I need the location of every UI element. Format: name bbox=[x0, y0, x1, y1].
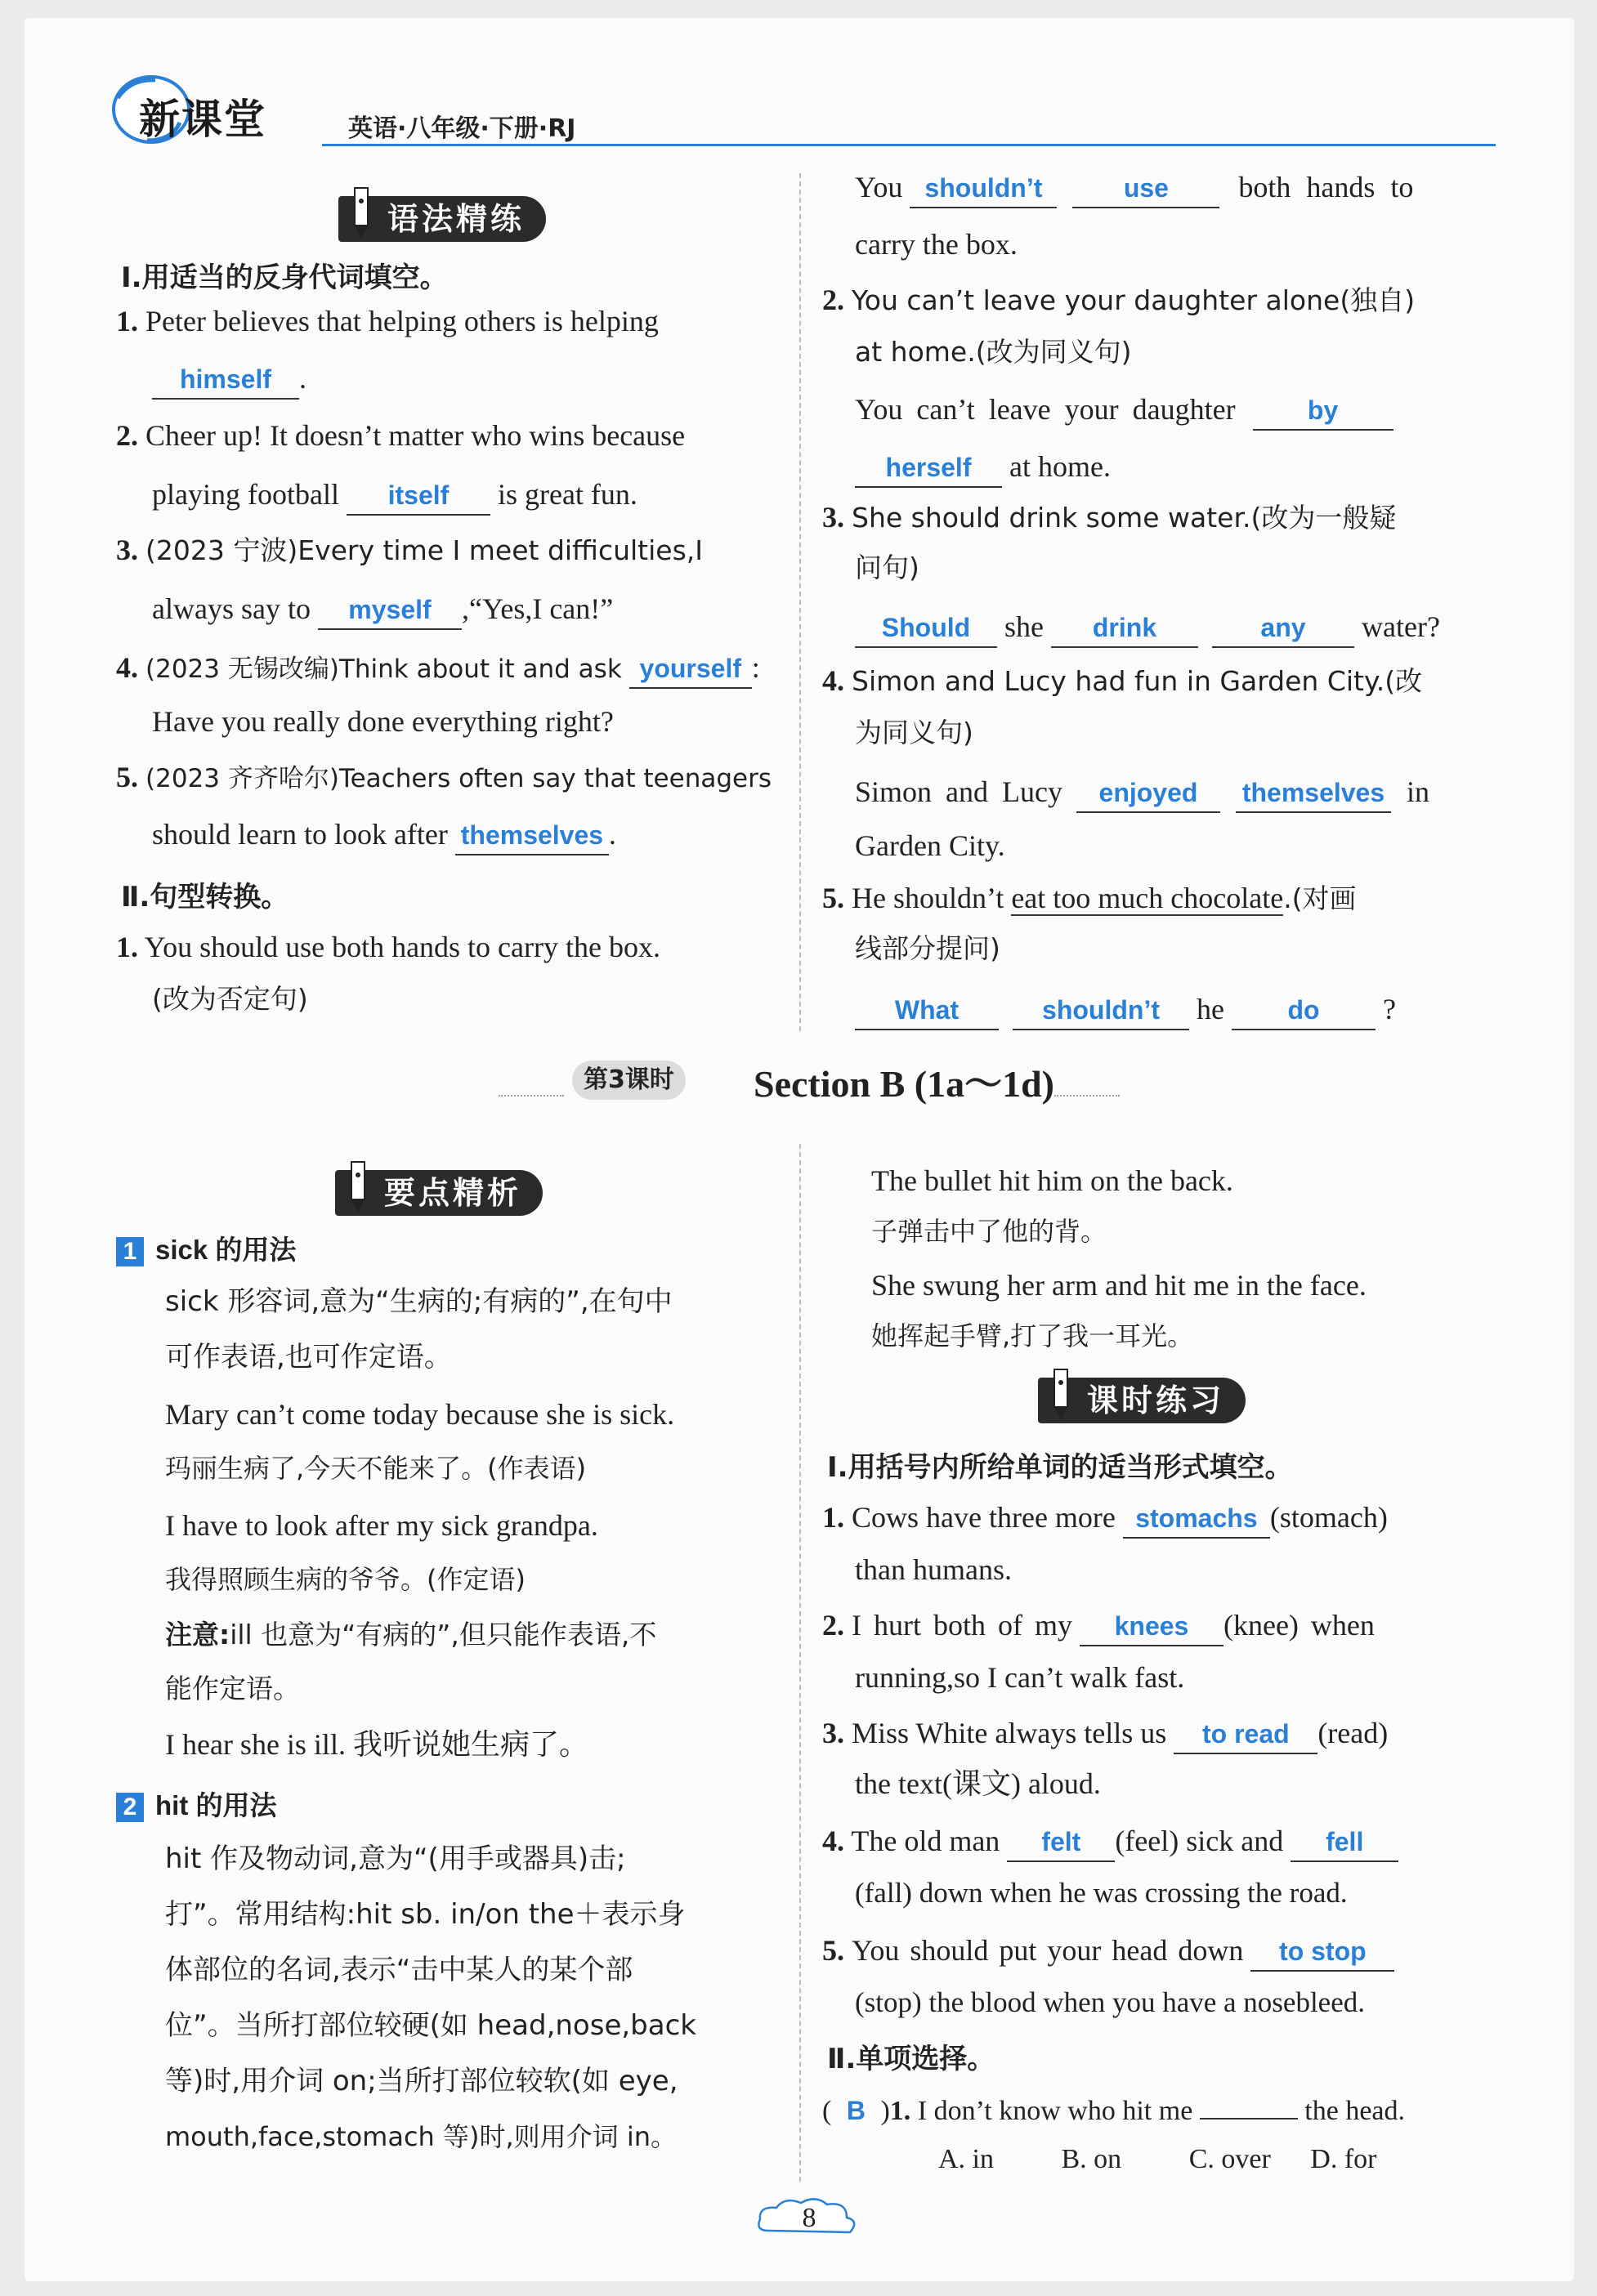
part1-title: Ⅰ.用适当的反身代词填空。 bbox=[121, 261, 448, 294]
point-1-example: I hear she is ill. 我听说她生病了。 bbox=[165, 1728, 588, 1761]
page-number: 8 bbox=[802, 2203, 816, 2233]
mc-question-1: ( B )1. I don’t know who hit me the head. bbox=[822, 2088, 1405, 2130]
practice-question-1: 1. Cows have three more stomachs (stomach) bbox=[822, 1499, 1388, 1539]
transform-question-4: 4. Simon and Lucy had fun in Garden City.(改 bbox=[822, 664, 1423, 697]
answer-blank[interactable]: enjoyed bbox=[1098, 778, 1198, 807]
point-2-text: 打”。常用结构:hit sb. in/on the＋表示身 bbox=[165, 1898, 686, 1931]
mc-option[interactable]: C. over bbox=[1188, 2144, 1271, 2174]
answer-blank[interactable]: myself bbox=[348, 595, 432, 624]
question-5: 5. (2023 齐齐哈尔)Teachers often say that teenagers bbox=[116, 761, 772, 793]
transform-question-2-line2: at home.(改为同义句) bbox=[855, 336, 1132, 368]
point-1-example-cn: 我得照顾生病的爷爷。(作定语) bbox=[165, 1564, 526, 1595]
answer-blank[interactable]: themselves bbox=[1241, 778, 1385, 807]
mc-answer[interactable]: B bbox=[846, 2096, 866, 2125]
logo-text: 新课堂 bbox=[139, 96, 266, 143]
practice-question-5-line2: (stop) the blood when you have a nosebleed. bbox=[855, 1986, 1366, 2018]
hit-example-cn: 她挥起手臂,打了我一耳光。 bbox=[871, 1320, 1194, 1351]
answer-blank[interactable]: stomachs bbox=[1135, 1503, 1258, 1533]
practice-question-3: 3. Miss White always tells us to read (read) bbox=[822, 1714, 1388, 1754]
answer-blank[interactable]: knees bbox=[1114, 1611, 1189, 1641]
practice-question-3-line2: the text(课文) aloud. bbox=[855, 1767, 1101, 1800]
banner-label: 要点精析 bbox=[384, 1175, 522, 1211]
point-1-example: Mary can’t come today because she is sick. bbox=[165, 1398, 675, 1431]
practice-part1-title: Ⅰ.用括号内所给单词的适当形式填空。 bbox=[827, 1451, 1293, 1484]
grammar-practice-banner bbox=[338, 196, 546, 242]
question-4: 4. (2023 无锡改编)Think about it and ask yourself : bbox=[116, 649, 760, 689]
point-number-badge: 1 bbox=[116, 1237, 144, 1266]
mc-blank bbox=[1200, 2088, 1298, 2120]
key-points-banner bbox=[335, 1170, 543, 1216]
transform-question-5-line2: 线部分提问) bbox=[855, 932, 1000, 964]
answer-blank[interactable]: do bbox=[1287, 995, 1320, 1025]
point-2-heading: 2 hit 的用法 bbox=[116, 1786, 276, 1825]
point-2-text: 等)时,用介词 on;当所打部位较软(如 eye, bbox=[165, 2065, 678, 2097]
section-title: Section B (1a～1d) bbox=[754, 1063, 1054, 1105]
transform-question-4-line2: 为同义句) bbox=[855, 717, 973, 748]
point-2-text: hit 作及物动词,意为“(用手或器具)击; bbox=[165, 1843, 626, 1875]
answer-blank[interactable]: any bbox=[1260, 613, 1306, 642]
answer-blank[interactable]: yourself bbox=[639, 654, 742, 683]
question-5-line2: should learn to look after themselves . bbox=[152, 815, 616, 855]
answer-blank[interactable]: to read bbox=[1201, 1719, 1290, 1749]
answer-blank[interactable]: use bbox=[1123, 173, 1169, 203]
pencil-mascot-icon bbox=[340, 1159, 376, 1216]
column-divider-lower bbox=[799, 1144, 801, 2182]
point-1-text: sick 形容词,意为“生病的;有病的”,在句中 bbox=[165, 1285, 673, 1318]
transform-question-1-note: (改为否定句) bbox=[152, 983, 308, 1015]
underlined-phrase: eat too much chocolate bbox=[1011, 882, 1284, 914]
banner-label: 语法精练 bbox=[387, 201, 526, 237]
question-2: 2. Cheer up! It doesn’t matter who wins because bbox=[116, 419, 686, 452]
transform-question-2: 2. You can’t leave your daughter alone(独自) bbox=[822, 284, 1416, 316]
hit-example: She swung her arm and hit me in the face. bbox=[871, 1269, 1367, 1302]
header-subtitle: 英语·八年级·下册·RJ bbox=[348, 114, 576, 143]
section-rule-left bbox=[499, 1095, 564, 1097]
point-2-text: 体部位的名词,表示“击中某人的某个部 bbox=[165, 1954, 633, 1986]
point-1-note: 能作定语。 bbox=[165, 1673, 300, 1704]
banner-label: 课时练习 bbox=[1087, 1383, 1225, 1418]
answer-blank[interactable]: Should bbox=[881, 613, 971, 642]
lesson-practice-banner bbox=[1038, 1378, 1246, 1423]
column-divider bbox=[799, 173, 801, 1031]
lesson-badge: 第3课时 bbox=[572, 1061, 686, 1100]
point-1-text: 可作表语,也可作定语。 bbox=[165, 1341, 452, 1374]
answer-blank[interactable]: drink bbox=[1092, 613, 1157, 642]
answer-blank[interactable]: herself bbox=[885, 453, 972, 482]
answer-blank[interactable]: shouldn’t bbox=[1042, 995, 1160, 1025]
practice-question-5: 5. You should put your head down to stop bbox=[822, 1932, 1394, 1972]
question-1-answer-line: himself . bbox=[152, 360, 306, 400]
header-rule bbox=[322, 144, 1496, 146]
pencil-mascot-icon bbox=[1043, 1366, 1079, 1423]
practice-question-1-line2: than humans. bbox=[855, 1553, 1012, 1586]
answer-blank[interactable]: by bbox=[1307, 395, 1339, 425]
transform-question-1: 1. You should use both hands to carry the box. bbox=[116, 931, 660, 963]
transform-question-3-line2: 问句) bbox=[855, 552, 919, 583]
mc-option[interactable]: A. in bbox=[938, 2144, 994, 2174]
transform-answer-4-line2: Garden City. bbox=[855, 829, 1005, 862]
hit-example: The bullet hit him on the back. bbox=[871, 1164, 1233, 1197]
transform-answer-2-line2: herself at home. bbox=[855, 448, 1111, 488]
practice-part2-title: Ⅱ.单项选择。 bbox=[827, 2043, 995, 2075]
header bbox=[106, 74, 1496, 147]
answer-blank[interactable]: fell bbox=[1326, 1827, 1364, 1856]
answer-blank[interactable]: themselves bbox=[460, 820, 604, 850]
point-number-badge: 2 bbox=[116, 1793, 144, 1822]
pencil-mascot-icon bbox=[343, 185, 379, 242]
practice-question-2-line2: running,so I can’t walk fast. bbox=[855, 1661, 1185, 1694]
part2-title: Ⅱ.句型转换。 bbox=[121, 881, 289, 913]
point-2-text: 位”。当所打部位较硬(如 head,nose,back bbox=[165, 2009, 696, 2042]
answer-blank[interactable]: himself bbox=[179, 364, 272, 394]
transform-answer-1: You shouldn’t use both hands to bbox=[855, 168, 1413, 208]
point-1-example-cn: 玛丽生病了,今天不能来了。(作表语) bbox=[165, 1453, 587, 1484]
question-3: 3. (2023 宁波)Every time I meet difficulties,I bbox=[116, 534, 704, 566]
point-2-text: mouth,face,stomach 等)时,则用介词 in。 bbox=[165, 2121, 677, 2152]
question-3-line2: always say to myself ,“Yes,I can!” bbox=[152, 590, 613, 630]
point-1-note: 注意:ill 也意为“有病的”,但只能作表语,不 bbox=[165, 1619, 657, 1651]
practice-question-4-line2: (fall) down when he was crossing the road. bbox=[855, 1877, 1348, 1909]
answer-blank[interactable]: shouldn’t bbox=[924, 173, 1043, 203]
point-1-heading: 1 sick 的用法 bbox=[116, 1231, 296, 1269]
question-1: 1. Peter believes that helping others is helping bbox=[116, 305, 659, 337]
answer-blank[interactable]: itself bbox=[387, 480, 450, 510]
hit-example-cn: 子弹击中了他的背。 bbox=[871, 1216, 1107, 1247]
question-2-line2: playing football itself is great fun. bbox=[152, 476, 637, 516]
transform-answer-3: Should she drink any water? bbox=[855, 608, 1440, 648]
point-1-example: I have to look after my sick grandpa. bbox=[165, 1509, 598, 1542]
answer-blank[interactable]: What bbox=[894, 995, 960, 1025]
answer-blank[interactable]: to stop bbox=[1279, 1936, 1367, 1966]
mc-option[interactable]: D. for bbox=[1310, 2144, 1377, 2174]
transform-answer-2: You can’t leave your daughter by bbox=[855, 391, 1393, 431]
answer-blank[interactable]: felt bbox=[1041, 1827, 1081, 1856]
page bbox=[25, 18, 1574, 2281]
mc-options bbox=[938, 2141, 1376, 2178]
transform-answer-4: Simon and Lucy enjoyed themselves in bbox=[855, 773, 1429, 813]
section-rule-right bbox=[1054, 1095, 1120, 1097]
section-header bbox=[499, 1049, 1120, 1106]
transform-answer-1-line2: carry the box. bbox=[855, 228, 1018, 261]
practice-question-2: 2. I hurt both of my knees (knee) when bbox=[822, 1606, 1375, 1646]
transform-question-5: 5. He shouldn’t eat too much chocolate.(对画 bbox=[822, 882, 1357, 914]
question-4-line2: Have you really done everything right? bbox=[152, 705, 614, 738]
mc-option[interactable]: B. on bbox=[1061, 2144, 1122, 2174]
practice-question-4: 4. The old man felt (feel) sick and fell bbox=[822, 1822, 1398, 1862]
transform-answer-5: What shouldn’t he do ? bbox=[855, 990, 1396, 1030]
transform-question-3: 3. She should drink some water.(改为一般疑 bbox=[822, 501, 1397, 534]
